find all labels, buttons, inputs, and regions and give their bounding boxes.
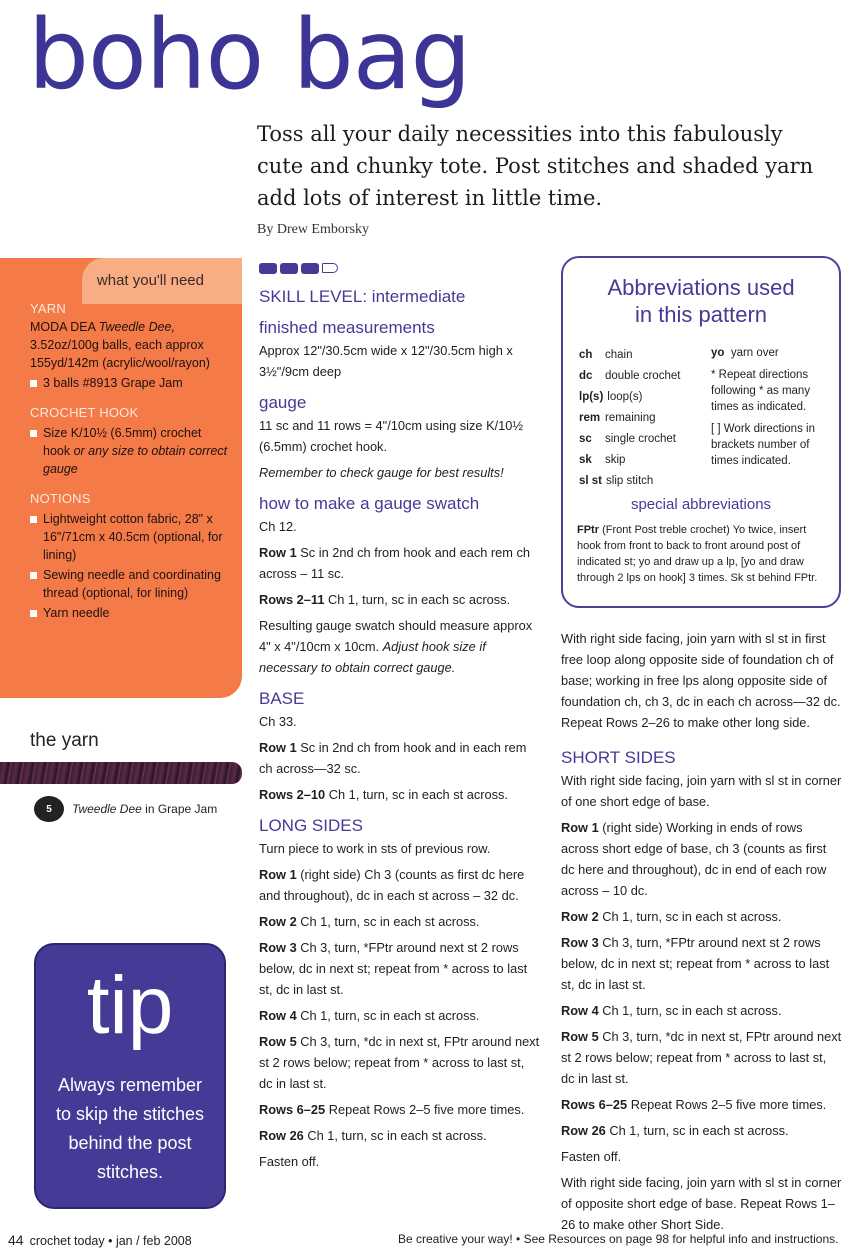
swatch-row: Row 1 Sc in 2nd ch from hook and each rem ch across – 11 sc. (259, 545, 531, 581)
yarn-spec: 3.52oz/100g balls, each approx 155yd/142m (acrylic/wool/rayon) (30, 338, 210, 370)
skill-segment-empty (322, 263, 338, 273)
yarn-description (30, 318, 230, 372)
long-sides-continue: With right side facing, join yarn with sl st in first free loop along opposite side of foundation ch of base; working in free lps along opposite side of foundation ch, ch 3, dc in each ch across—32 dc. Repeat Rows 2–26 to make other long side. (561, 631, 841, 730)
list-item: lp(s) loop(s) (579, 391, 643, 403)
short-row: Row 1 (right side) Working in ends of rows across short edge of base, ch 3 (counts as first dc here and throughout), dc in end of each row across – 10 dc. (561, 820, 827, 898)
list-item: rem remaining (579, 412, 656, 424)
short-sides-continue: With right side facing, join yarn with sl st in corner of opposite short edge of base. Repeat Rows 1–26 to make other Short Side. (561, 1175, 842, 1232)
instructions-column-right (561, 628, 843, 1240)
list-item: Size K/10½ (6.5mm) crochet hook or any size to obtain correct gauge (30, 424, 230, 478)
base-row: Row 1 Sc in 2nd ch from hook and in each rem ch across—32 sc. (259, 740, 527, 776)
long-sides-heading: LONG SIDES (259, 816, 363, 835)
base-heading: BASE (259, 689, 305, 708)
abbreviations-list (579, 345, 704, 492)
long-sides-intro: Turn piece to work in sts of previous row. (259, 841, 491, 856)
yarn-brand: MODA DEA (30, 320, 96, 334)
short-row: Row 4 Ch 1, turn, sc in each st across. (561, 1003, 782, 1018)
footer-left (8, 1232, 192, 1248)
what-you-need-title: what you'll need (96, 272, 204, 289)
yarn-info-color: in Grape Jam (145, 802, 218, 816)
skill-segment-filled (259, 263, 277, 274)
list-item: ch chain (579, 349, 633, 361)
byline: By Drew Emborsky (257, 222, 369, 237)
bullet-icon (30, 430, 37, 437)
list-item: 3 balls #8913 Grape Jam (30, 374, 230, 392)
finished-heading: finished measurements (259, 318, 435, 337)
bullet-icon (30, 516, 37, 523)
swatch-result: Resulting gauge swatch should measure approx 4" x 4"/10cm x 10cm. Adjust hook size if necessary to obtain correct gauge. (259, 618, 533, 675)
swatch-heading: how to make a gauge swatch (259, 494, 480, 513)
finished-text: Approx 12"/30.5cm wide x 12"/30.5cm high x 3½"/9cm deep (259, 343, 513, 379)
abbreviations-box (561, 256, 841, 608)
yarn-info (34, 796, 217, 822)
long-row: Row 4 Ch 1, turn, sc in each st across. (259, 1008, 480, 1023)
short-sides-heading: SHORT SIDES (561, 748, 676, 767)
list-item: sc single crochet (579, 433, 676, 445)
base-row: Rows 2–10 Ch 1, turn, sc in each st across. (259, 787, 508, 802)
notions-heading: NOTIONS (30, 491, 91, 506)
long-row: Rows 6–25 Repeat Rows 2–5 five more times. (259, 1102, 525, 1117)
long-row: Row 2 Ch 1, turn, sc in each st across. (259, 914, 480, 929)
short-sides-intro: With right side facing, join yarn with sl st in corner of one short edge of base. (561, 773, 842, 809)
tip-box (34, 943, 226, 1209)
skill-segment-filled (280, 263, 298, 274)
tip-text: Always remember to skip the stitches behind the post stitches. (55, 1075, 205, 1182)
page-title: boho bag (28, 0, 471, 111)
list-item: dc double crochet (579, 370, 681, 382)
bullet-icon (30, 380, 37, 387)
list-item: Sewing needle and coordinating thread (optional, for lining) (30, 566, 230, 602)
bullet-icon (30, 572, 37, 579)
magazine-info: crochet today • jan / feb 2008 (29, 1234, 192, 1248)
abbreviations-title: Abbreviations used in this pattern (607, 275, 795, 327)
list-item: Yarn needle (30, 604, 230, 622)
yarn-info-name: Tweedle Dee (72, 802, 142, 816)
base-start: Ch 33. (259, 714, 297, 729)
page-number: 44 (8, 1232, 24, 1248)
gauge-heading: gauge (259, 393, 307, 412)
skill-level: SKILL LEVEL: intermediate (259, 287, 466, 306)
skill-level-indicator (259, 263, 338, 274)
gauge-text: 11 sc and 11 rows = 4"/10cm using size K/10½ (6.5mm) crochet hook. (259, 418, 524, 454)
long-row: Row 3 Ch 3, turn, *FPtr around next st 2 rows below, dc in next st; repeat from * across to last st, dc in last st. (259, 940, 528, 997)
skill-segment-filled (301, 263, 319, 274)
footer-right: Be creative your way! • See Resources on page 98 for helpful info and instructions. (398, 1232, 839, 1246)
yarn-name: Tweedle Dee, (98, 320, 175, 334)
long-row: Row 26 Ch 1, turn, sc in each st across. (259, 1128, 487, 1143)
short-row: Rows 6–25 Repeat Rows 2–5 five more times. (561, 1097, 827, 1112)
swatch-start: Ch 12. (259, 519, 297, 534)
long-row: Row 1 (right side) Ch 3 (counts as first dc here and throughout), dc in each st across – 32 dc. (259, 867, 525, 903)
list-item: yo yarn over (711, 347, 779, 359)
list-item: Lightweight cotton fabric, 28" x 16"/71cm x 40.5cm (optional, for lining) (30, 510, 230, 564)
instructions-column-middle (259, 286, 541, 1177)
list-item: sk skip (579, 454, 626, 466)
tip-heading: tip (86, 960, 174, 1051)
intro-text: Toss all your daily necessities into this fabulously cute and chunky tote. Post stitches and shaded yarn add lots of interest in little time. (257, 122, 814, 210)
long-sides-end: Fasten off. (259, 1154, 320, 1169)
repeat-note: * Repeat directions following * as many times as indicated. (711, 369, 811, 413)
special-abbreviations-text: FPtr (Front Post treble crochet) Yo twice, insert hook from front to back to front around post of indicated st; yo and draw up a lp, [yo and draw through 2 lps on hook] 3 times. Sk st behind FPtr. (577, 524, 818, 584)
yarn-strand-image (0, 762, 242, 784)
hook-heading: CROCHET HOOK (30, 405, 139, 420)
swatch-row: Rows 2–11 Ch 1, turn, sc in each sc across. (259, 592, 511, 607)
short-row: Row 26 Ch 1, turn, sc in each st across. (561, 1123, 789, 1138)
yarn-heading: YARN (30, 301, 66, 316)
short-row: Row 5 Ch 3, turn, *dc in next st, FPtr around next st 2 rows below; repeat from * across to last st, dc in last st. (561, 1029, 842, 1086)
short-row: Row 3 Ch 3, turn, *FPtr around next st 2 rows below, dc in next st; repeat from * across to last st, dc in last st. (561, 935, 830, 992)
short-sides-end: Fasten off. (561, 1149, 622, 1164)
abbreviations-notes (711, 345, 831, 475)
what-you-need-body (30, 300, 230, 622)
bullet-icon (30, 610, 37, 617)
yarn-weight-icon: 5 (34, 796, 64, 822)
bracket-note: [ ] Work directions in brackets number of times indicated. (711, 423, 815, 467)
gauge-note: Remember to check gauge for best results! (259, 465, 504, 480)
special-abbreviations-title: special abbreviations (630, 496, 772, 513)
short-row: Row 2 Ch 1, turn, sc in each st across. (561, 909, 782, 924)
long-row: Row 5 Ch 3, turn, *dc in next st, FPtr around next st 2 rows below; repeat from * across to last st, dc in last st. (259, 1034, 540, 1091)
the-yarn-label: the yarn (30, 730, 99, 751)
list-item: sl st slip stitch (579, 475, 654, 487)
